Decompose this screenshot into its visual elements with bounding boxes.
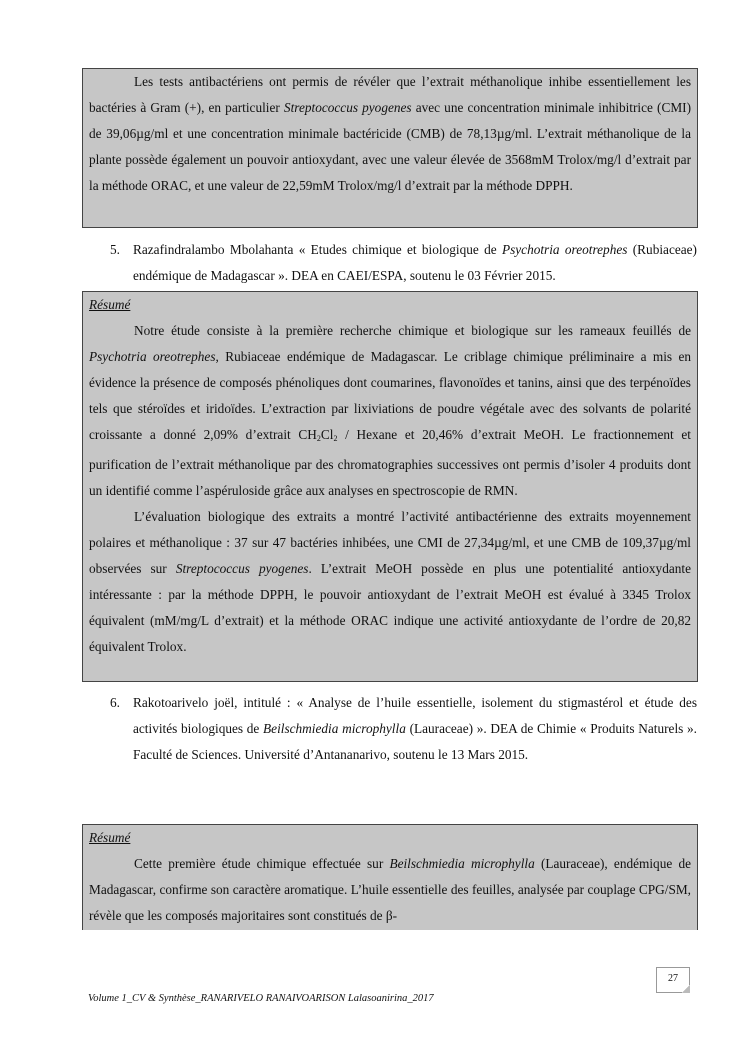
page-footer: Volume 1_CV & Synthèse_RANARIVELO RANAIVOARISON Lalasoanirina_2017 xyxy=(88,993,434,1004)
resume-label: Résumé xyxy=(89,297,131,312)
reference-item-6: 6. Rakotoarivelo joël, intitulé : « Analyse de l’huile essentielle, isolement du stigmastérol et étude des activités biologiques de Beilschmiedia microphylla (Lauraceae) ». DEA de Chimie « Produits Naturels ». Faculté de Sciences. Université d’Antananarivo, soutenu le 13 Mars 2015. xyxy=(110,690,697,768)
page-number: 27 xyxy=(656,967,690,993)
abstract-paragraph: Cette première étude chimique effectuée sur Beilschmiedia microphylla (Lauraceae), endémique de Madagascar, confirme son caractère aromatique. L’huile essentielle des feuilles, analysée par couplage CPG/SM, révèle que les composés majoritaires sont constitués de β- xyxy=(89,856,692,923)
abstract-box-2 xyxy=(82,291,698,682)
item-number: 6. xyxy=(110,695,120,710)
abstract-paragraph: Les tests antibactériens ont permis de révéler que l’extrait méthanolique inhibe essentiellement les bactéries à Gram (+), en particulier Streptococcus pyogenes avec une concentration minimale inhibitrice (CMI) de 39,06µg/ml et une concentration minimale bactéricide (CMB) de 78,13µg/ml. L’extrait méthanolique de la plante possède également un pouvoir antioxydant, avec une valeur élevée de 3568mM Trolox/mg/l d’extrait par la méthode ORAC, et une valeur de 22,59mM Trolox/mg/l d’extrait par la méthode DPPH. xyxy=(89,74,691,193)
resume-label: Résumé xyxy=(89,830,131,845)
abstract-paragraph: L’évaluation biologique des extraits a montré l’activité antibactérienne des extraits moyennement polaires et méthanolique : 37 sur 47 bactéries inhibées, une CMI de 27,34µg/ml, et une CMB de 109,37µg/ml observées sur Streptococcus pyogenes. L’extrait MeOH possède en plus une potentialité antioxydante intéressante : par la méthode DPPH, le pouvoir antioxydant de l’extrait MeOH est évalué à 3345 Trolox équivalent (mM/mg/L d’extrait) et la méthode ORAC indique une activité antioxydante de l’ordre de 20,82 équivalent Trolox. xyxy=(89,509,691,654)
abstract-box-1 xyxy=(82,68,698,228)
item-number: 5. xyxy=(110,242,120,257)
abstract-box-3 xyxy=(82,824,698,930)
abstract-paragraph: Notre étude consiste à la première recherche chimique et biologique sur les rameaux feuillés de Psychotria oreotrephes, Rubiaceae endémique de Madagascar. Le criblage chimique préliminaire a mis en évidence la présence de composés phénoliques dont coumarines, flavonoïdes et tanins, ainsi que des terpénoïdes tels que stéroïdes et iridoïdes. L’extraction par lixiviations de poudre végétale avec des solvants de polarité croissante a donné 2,09% d’extrait $CH_2Cl_2$ / Hexane et 20,46% d’extrait MeOH. Le fractionnement et purification de l’extrait méthanolique par des chromatographies successives ont permis d’isoler 4 produits dont un identifié comme l’aspéruloside grâce aux analyses en spectroscopie de RMN. xyxy=(89,323,691,498)
reference-item-5: 5. Razafindralambo Mbolahanta « Etudes chimique et biologique de Psychotria oreotrephes (Rubiaceae) endémique de Madagascar ». DEA en CAEI/ESPA, soutenu le 03 Février 2015. xyxy=(110,237,697,289)
